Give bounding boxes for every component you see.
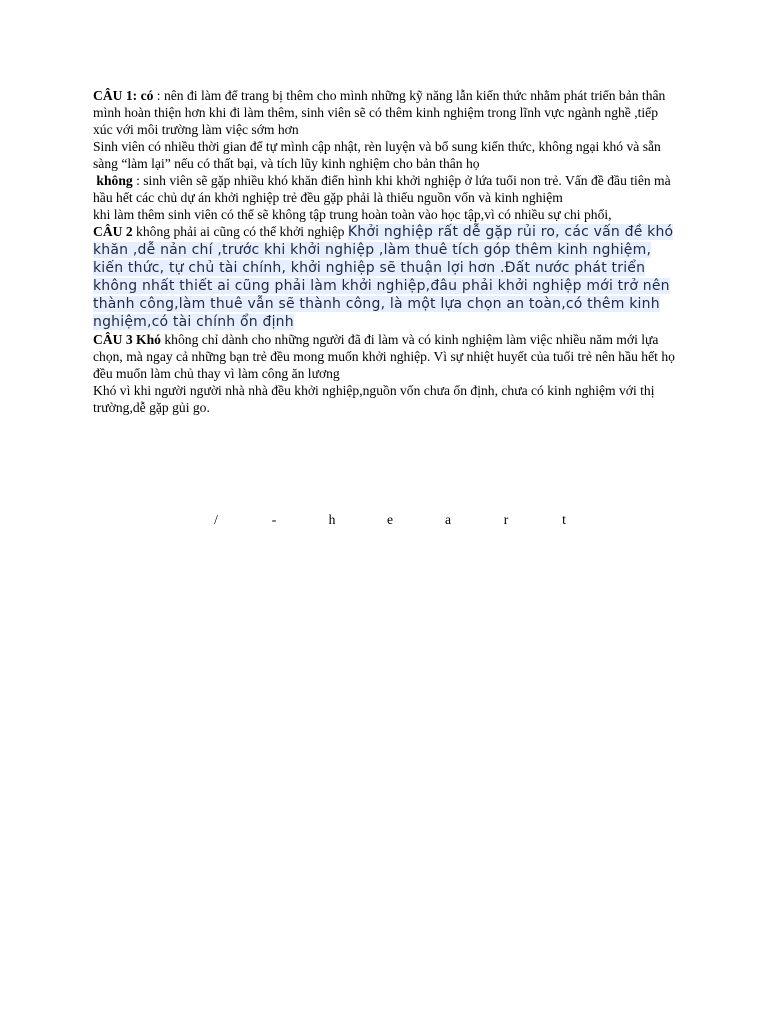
- q1-khong-label: không: [96, 173, 133, 188]
- q1-label: CÂU 1: có: [93, 88, 154, 103]
- q3-paragraph-1: [93, 331, 678, 382]
- q2-highlighted-text: Khởi nghiệp rất dễ gặp rủi ro, các vấn đề khó khăn ,dễ nản chí ,trước khi khởi nghiệp ,làm thuê tích góp thêm kinh nghiệm, kiến thức, tự chủ tài chính, khởi nghiệp sẽ thuận lợi hơn .Đất nước phát triển không nhất thiết ai cũng phải làm khởi nghiệp,đâu phải khởi nghiệp mới trở nên thành công,làm thuê vẫn sẽ thành công, là một lựa chọn an toàn,có thêm kinh nghiệm,có tài chính ổn định: [93, 224, 674, 330]
- q3-paragraph-2: Khó vì khi người người nhà nhà đều khởi nghiệp,nguồn vốn chưa ổn định, chưa có kinh nghiệm với thị trường,dễ gặp gủi go.: [93, 383, 655, 415]
- footer-char: a: [444, 512, 452, 527]
- footer-char: -: [271, 512, 277, 527]
- q1-paragraph-3: [93, 172, 678, 206]
- footer-char: /: [214, 512, 218, 527]
- footer-char: e: [386, 512, 394, 527]
- q1-text-3: : sinh viên sẽ gặp nhiều khó khăn điển hình khi khởi nghiệp ở lứa tuổi non trẻ. Vấn đề đầu tiên mà hầu hết các chủ dự án khởi nghiệp trẻ đều gặp phải là thiếu nguồn vốn và kinh nghiệm: [93, 173, 671, 205]
- footer-char: t: [562, 512, 566, 527]
- footer-char: r: [503, 512, 509, 527]
- q3-label: CÂU 3 Khó: [93, 332, 161, 347]
- q1-paragraph-1: [93, 87, 678, 138]
- q2-text: không phải ai cũng có thể khởi nghiệp: [132, 224, 348, 239]
- q3-text-1: không chỉ dành cho những người đã đi làm và có kinh nghiệm làm việc nhiều năm mới lựa chọn, mà ngay cả những bạn trẻ đều mong muốn khởi nghiệp. Vì sự nhiệt huyết của tuổi trẻ nên hầu hết họ đều muốn làm chủ thay vì làm công ăn lương: [93, 332, 675, 381]
- q2-paragraph: [93, 223, 678, 331]
- q1-text-1: : nên đi làm để trang bị thêm cho mình những kỹ năng lẫn kiến thức nhằm phát triển bản thân mình hoàn thiện hơn khi đi làm thêm, sinh viên sẽ có thêm kinh nghiệm trong lĩnh vực ngành nghề ,tiếp xúc với môi trường làm việc sớm hơn: [93, 88, 666, 137]
- footer-char: h: [328, 512, 336, 527]
- document-body: [93, 87, 678, 416]
- q1-paragraph-2: Sinh viên có nhiều thời gian để tự mình cập nhật, rèn luyện và bổ sung kiến thức, không ngại khó và sẵn sàng “làm lại” nếu có thất bại, và tích lũy kinh nghiệm cho bản thân họ: [93, 139, 661, 171]
- spaced-footer-text: [210, 512, 570, 528]
- q1-paragraph-4: khi làm thêm sinh viên có thể sẽ không tập trung hoàn toàn vào học tập,vì có nhiều sự chi phối,: [93, 207, 612, 222]
- q2-label: CÂU 2: [93, 224, 133, 239]
